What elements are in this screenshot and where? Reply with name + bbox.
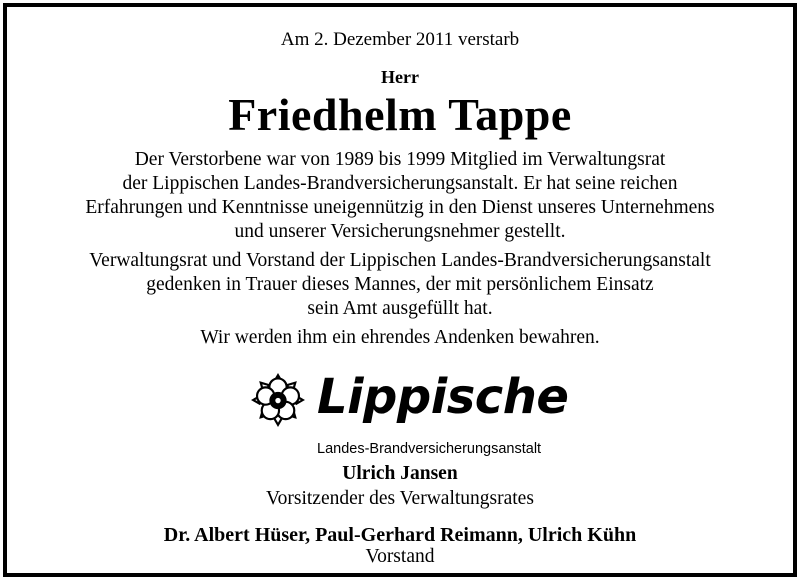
mourning-line: Verwaltungsrat und Vorstand der Lippischen Landes-Brandversicherungsanstalt — [89, 250, 711, 271]
chair-name: Ulrich Jansen — [342, 463, 458, 484]
mourning-line: sein Amt ausgefüllt hat. — [307, 298, 493, 319]
tribute-line: und unserer Versicherungsnehmer gestellt. — [234, 221, 566, 242]
mourning-paragraph — [7, 249, 793, 321]
brand-subtitle: Landes-Brandversicherungsanstalt — [317, 441, 542, 457]
salutation: Herr — [381, 67, 419, 87]
rose-emblem-icon — [251, 373, 305, 427]
closing-line — [7, 326, 793, 350]
tribute-paragraph — [7, 148, 793, 244]
tribute-line: Der Verstorbene war von 1989 bis 1999 Mitglied im Verwaltungsrat — [134, 149, 666, 170]
closing-text: Wir werden ihm ein ehrendes Andenken bewahren. — [200, 327, 600, 348]
board-names: Dr. Albert Hüser, Paul-Gerhard Reimann, Ulrich Kühn — [163, 524, 637, 546]
company-logo — [251, 367, 581, 465]
brand-name: Lippische — [317, 369, 569, 425]
mourning-line: gedenken in Trauer dieses Mannes, der mit persönlichem Einsatz — [146, 274, 654, 295]
chair-role: Vorsitzender des Verwaltungsrates — [266, 488, 534, 509]
intro-line: Am 2. Dezember 2011 verstarb — [280, 29, 520, 50]
deceased-name: Friedhelm Tappe — [228, 89, 572, 140]
obituary-frame — [3, 3, 797, 577]
tribute-line: der Lippischen Landes-Brandversicherungsanstalt. Er hat seine reichen — [122, 173, 678, 194]
board-role: Vorstand — [365, 546, 435, 567]
tribute-line: Erfahrungen und Kenntnisse uneigennützig in den Dienst unseres Unternehmens — [85, 197, 715, 218]
